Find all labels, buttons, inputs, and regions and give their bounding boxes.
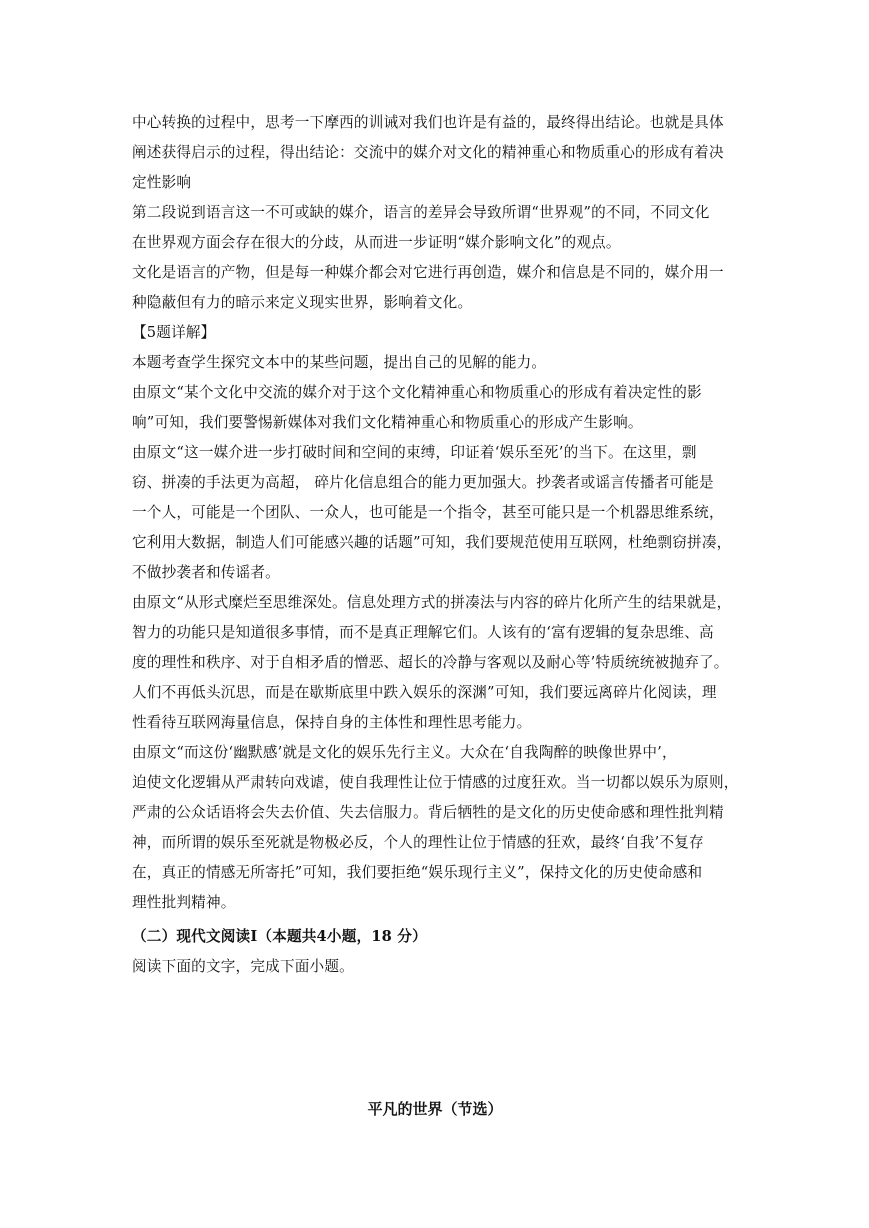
text-line: 由原文“从形式糜烂至思维深处。信息处理方式的拼凑法与内容的碎片化所产生的结果就是， — [132, 594, 732, 611]
paragraph-p7 — [132, 438, 738, 588]
paragraph-p4 — [132, 318, 738, 348]
text-line: 由原文“这一媒介进一步打破时间和空间的束缚，印证着‘娱乐至死’的当下。在这里，剽 — [132, 444, 697, 461]
text-line: 阐述获得启示的过程，得出结论：交流中的媒介对文化的精神重心和物质重心的形成有着决 — [132, 144, 724, 161]
text-line: 神，而所谓的娱乐至死就是物极必反，个人的理性让位于情感的狂欢，最终‘自我’不复存 — [132, 834, 704, 851]
paragraph-p2 — [132, 198, 738, 258]
text-line: 度的理性和秩序、对于自相矛盾的憎恶、超长的冷静与客观以及耐心等’特质统统被抛弃了。 — [132, 654, 729, 671]
paragraph-p9 — [132, 738, 738, 918]
text-line: 理性批判精神。 — [132, 894, 236, 911]
explanation-body — [132, 108, 738, 918]
instruction — [132, 952, 738, 982]
section-heading-text: （二）现代文阅读Ⅰ（本题共4小题，18 分） — [132, 928, 427, 945]
text-line: 迫使文化逻辑从严肃转向戏谑，使自我理性让位于情感的过度狂欢。当一切都以娱乐为原则， — [132, 774, 739, 791]
text-line: 窃、拼凑的手法更为高超， 碎片化信息组合的能力更加强大。抄袭者或谣言传播者可能是 — [132, 474, 714, 491]
text-line: 一个人，可能是一个团队、一众人，也可能是一个指令，甚至可能只是一个机器思维系统， — [132, 504, 724, 521]
text-line: 智力的功能只是知道很多事情，而不是真正理解它们。人该有的‘富有逻辑的复杂思维、高 — [132, 624, 714, 641]
paragraph-p1 — [132, 108, 738, 198]
text-line: 人们不再低头沉思，而是在歇斯底里中跌入娱乐的深渊”可知，我们要远离碎片化阅读，理 — [132, 684, 717, 701]
text-line: 响”可知，我们要警惕新媒体对我们文化精神重心和物质重心的形成产生影响。 — [132, 414, 643, 431]
text-line: 文化是语言的产物，但是每一种媒介都会对它进行再创造，媒介和信息是不同的，媒介用一 — [132, 264, 724, 281]
text-line: 由原文“而这份‘幽默感’就是文化的娱乐先行主义。大众在‘自我陶醉的映像世界中’， — [132, 744, 677, 761]
text-line: 【5题详解】 — [132, 324, 216, 341]
section-heading — [132, 922, 738, 952]
paragraph-p8 — [132, 588, 738, 738]
text-line: 在世界观方面会存在很大的分歧，从而进一步证明“媒介影响文化”的观点。 — [132, 234, 621, 251]
text-line: 它利用大数据，制造人们可能感兴趣的话题”可知，我们要规范使用互联网，杜绝剽窃拼凑， — [132, 534, 732, 551]
text-line: 由原文“某个文化中交流的媒介对于这个文化精神重心和物质重心的形成有着决定性的影 — [132, 384, 702, 401]
article-title: 平凡的世界（节选） — [367, 1100, 503, 1118]
text-line: 本题考查学生探究文本中的某些问题，提出自己的见解的能力。 — [132, 354, 547, 371]
text-line: 不做抄袭者和传谣者。 — [132, 564, 280, 581]
text-line: 种隐蔽但有力的暗示来定义现实世界，影响着文化。 — [132, 294, 473, 311]
text-line: 定性影响 — [132, 174, 192, 191]
paragraph-p3 — [132, 258, 738, 318]
paragraph-p5 — [132, 348, 738, 378]
text-line: 中心转换的过程中，思考一下摩西的训诫对我们也许是有益的，最终得出结论。也就是具体 — [132, 114, 724, 131]
text-line: 第二段说到语言这一不可或缺的媒介，语言的差异会导致所谓“世界观”的不同，不同文化 — [132, 204, 710, 221]
paragraph-p6 — [132, 378, 738, 438]
document-page — [132, 108, 739, 1118]
instruction-text: 阅读下面的文字，完成下面小题。 — [132, 958, 354, 975]
text-line: 在，真正的情感无所寄托”可知，我们要拒绝“娱乐现行主义”，保持文化的历史使命感和 — [132, 864, 703, 881]
text-line: 严肃的公众话语将会失去价值、失去信服力。背后牺牲的是文化的历史使命感和理性批判精 — [132, 804, 724, 821]
text-line: 性看待互联网海量信息，保持自身的主体性和理性思考能力。 — [132, 714, 532, 731]
